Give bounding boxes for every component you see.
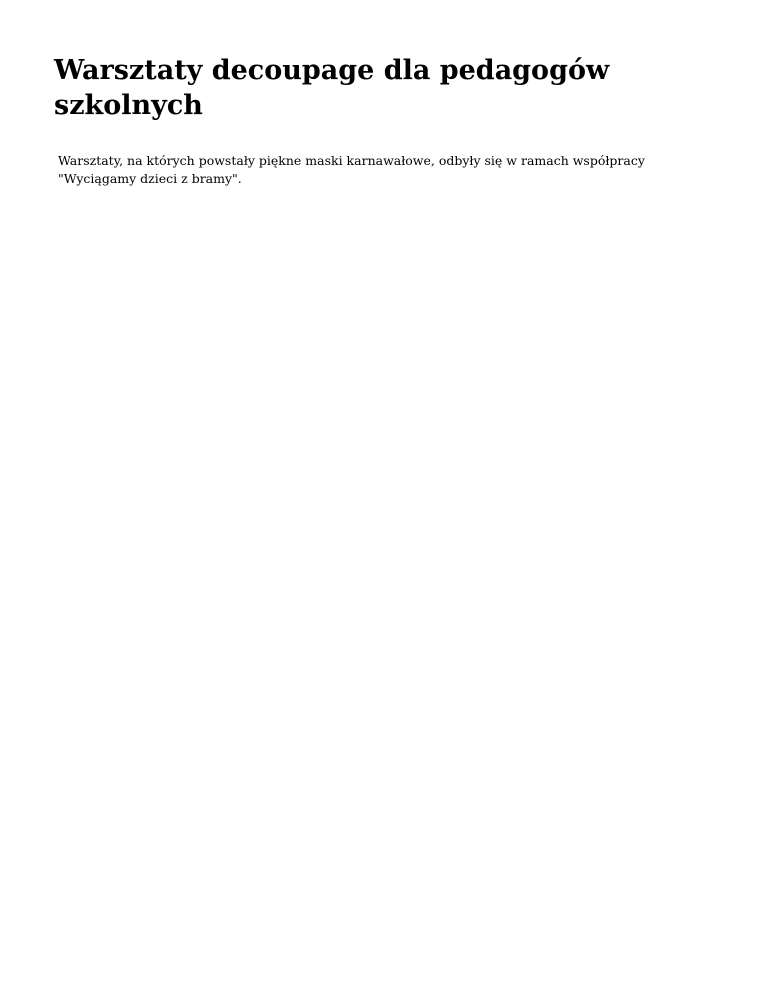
page-title: Warsztaty decoupage dla pedagogów szkolnych (54, 55, 610, 121)
body-paragraph: Warsztaty, na których powstały piękne maski karnawałowe, odbyły się w ramach współpracy "Wyciągamy dzieci z bramy". (58, 153, 645, 186)
